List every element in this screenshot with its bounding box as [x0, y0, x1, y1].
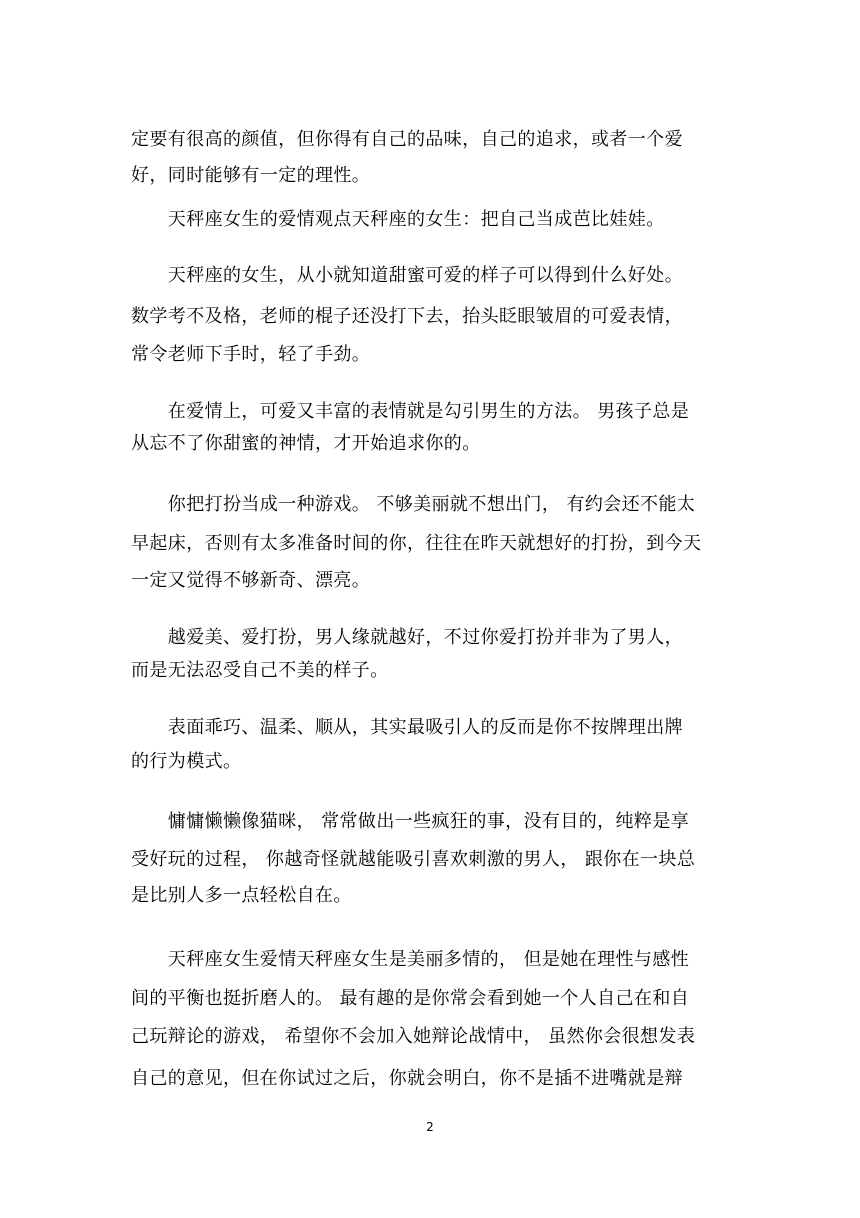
text-line: 早起床，否则有太多准备时间的你，往往在昨天就想好的打扮，到今天 — [131, 533, 702, 554]
text-line: 越爱美、爱打扮，男人缘就越好，不过你爱打扮并非为了男人， — [131, 627, 683, 648]
text-line: 数学考不及格，老师的棍子还没打下去，抬头眨眼皱眉的可爱表情， — [131, 306, 683, 327]
text-line: 的行为模式。 — [131, 751, 242, 772]
text-line: 间的平衡也挺折磨人的。 最有趣的是你常会看到她一个人自己在和自 — [131, 988, 690, 1009]
text-line: 常令老师下手时，轻了手劲。 — [131, 344, 371, 365]
text-line: 你把打扮当成一种游戏。 不够美丽就不想出门， 有约会还不能太 — [131, 494, 696, 515]
text-line: 天秤座女生爱情天秤座女生是美丽多情的， 但是她在理性与感性 — [131, 949, 690, 970]
text-line: 从忘不了你甜蜜的神情，才开始追求你的。 — [131, 433, 481, 454]
text-line: 天秤座女生的爱情观点天秤座的女生：把自己当成芭比娃娃。 — [131, 209, 665, 230]
text-line: 己玩辩论的游戏， 希望你不会加入她辩论战情中， 虽然你会很想发表 — [131, 1026, 696, 1047]
text-line: 好，同时能够有一定的理性。 — [131, 165, 371, 186]
text-line: 天秤座的女生，从小就知道甜蜜可爱的样子可以得到什么好处。 — [131, 265, 683, 286]
text-line: 一定又觉得不够新奇、漂亮。 — [131, 570, 371, 591]
page-number: 2 — [426, 1120, 434, 1134]
text-line: 表面乖巧、温柔、顺从，其实最吸引人的反而是你不按牌理出牌 — [131, 717, 683, 738]
text-line: 是比别人多一点轻松自在。 — [131, 885, 352, 906]
text-line: 定要有很高的颜值，但你得有自己的品味，自己的追求，或者一个爱 — [131, 129, 683, 150]
text-line: 而是无法忍受自己不美的样子。 — [131, 660, 389, 681]
text-line: 自己的意见，但在你试过之后，你就会明白，你不是插不进嘴就是辩 — [131, 1068, 683, 1089]
text-line: 慵慵懒懒像猫咪， 常常做出一些疯狂的事，没有目的，纯粹是享 — [131, 811, 690, 832]
text-line: 受好玩的过程， 你越奇怪就越能吸引喜欢刺激的男人， 跟你在一块总 — [131, 849, 696, 870]
text-line: 在爱情上，可爱又丰富的表情就是勾引男生的方法。 男孩子总是 — [131, 401, 690, 422]
